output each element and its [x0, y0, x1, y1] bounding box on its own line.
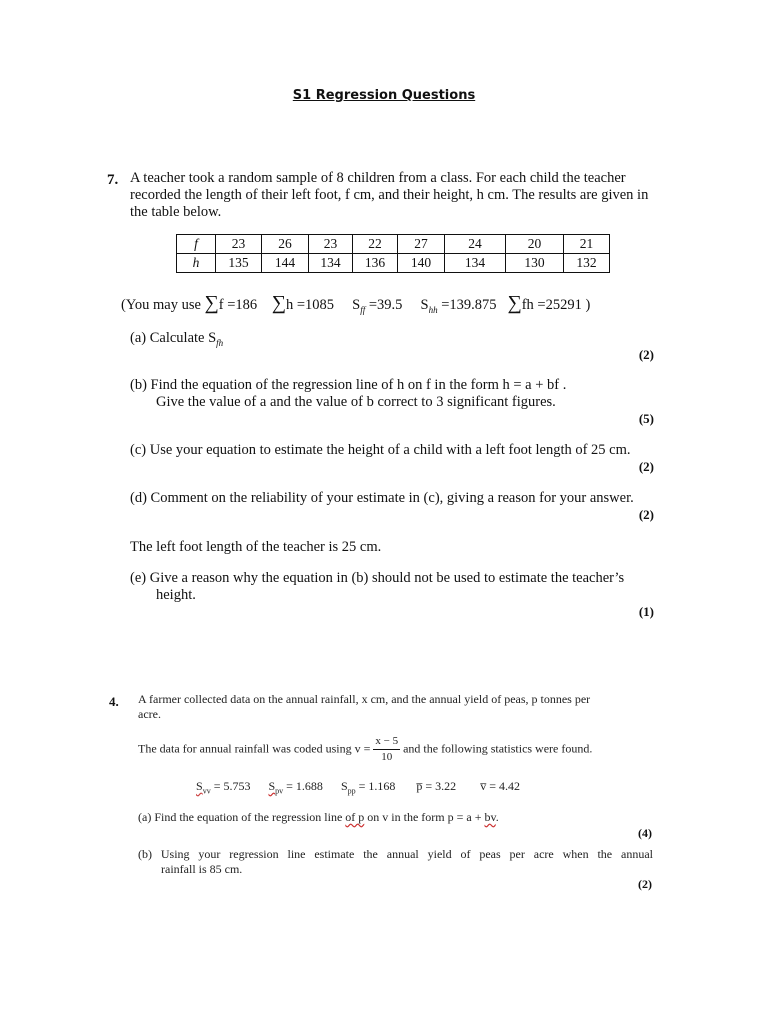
fraction-numerator: x − 5 — [373, 734, 400, 750]
q4-part-b-line: (b) Using your regression line estimate the annual yield of peas per acre when the annual — [138, 847, 653, 861]
table-cell: 23 — [216, 235, 262, 254]
q4-part-b-line: rainfall is 85 cm. — [161, 862, 243, 876]
table-cell: 24 — [445, 235, 506, 254]
intro-line: the table below. — [130, 204, 222, 220]
table-row-h — [177, 254, 610, 273]
s-ff-symbol: S — [352, 297, 361, 313]
mark-e: (1) — [638, 604, 654, 619]
s-pv-symbol: S — [268, 779, 276, 793]
fraction-denominator: 10 — [381, 751, 393, 763]
q4-part-a-text: (a) Find the equation of the regression line — [138, 810, 346, 824]
table-cell: 21 — [564, 235, 610, 254]
s-hh-symbol: S — [420, 297, 429, 313]
page-title: S1 Regression Questions — [292, 88, 476, 103]
part-b-line: Give the value of a and the value of b correct to 3 significant figures. — [156, 394, 556, 410]
coding-prefix: The data for annual rainfall was coded using v = — [138, 741, 371, 756]
coding-fraction — [373, 734, 400, 765]
p-bar: p̅ = 3.22 — [416, 779, 457, 793]
part-a — [130, 330, 223, 352]
part-a-subscript: fh — [216, 337, 224, 348]
table-row-label: f — [177, 235, 216, 254]
s-pp-symbol: S — [340, 779, 348, 793]
s-vv-symbol: S — [196, 779, 203, 793]
s-vv-value: = 5.753 — [210, 779, 251, 793]
part-c: (c) Use your equation to estimate the height of a child with a left foot length of 25 cm. — [130, 442, 631, 458]
q4-part-a-bv: bv — [484, 810, 496, 824]
table-cell: 144 — [262, 254, 309, 273]
summary-statistics — [196, 779, 520, 798]
mark-b: (5) — [638, 411, 654, 426]
q4-part-a-form: on v in the form p = a + — [364, 810, 485, 824]
v-bar: v̅ = 4.42 — [480, 779, 520, 793]
q4-part-a-dot: . — [495, 810, 499, 824]
s-pp-value: = 1.168 — [355, 779, 396, 793]
q4-mark-b: (2) — [638, 877, 652, 891]
s-ff-subscript: ff — [360, 304, 366, 315]
sigma-icon: ∑ — [271, 292, 286, 314]
intro-line: acre. — [138, 707, 161, 721]
q4-mark-a: (4) — [638, 826, 652, 840]
table-cell: 23 — [309, 235, 353, 254]
part-a-text: (a) Calculate S — [130, 330, 217, 346]
mark-d: (2) — [638, 507, 654, 522]
intro-line: A farmer collected data on the annual rainfall, x cm, and the annual yield of peas, p tonnes per — [138, 692, 591, 706]
q4-part-a — [138, 810, 499, 825]
sigma-icon: ∑ — [204, 292, 219, 314]
table-cell: 140 — [398, 254, 445, 273]
table-cell: 130 — [506, 254, 564, 273]
table-cell: 134 — [309, 254, 353, 273]
table-row-label: h — [177, 254, 216, 273]
part-b-line: (b) Find the equation of the regression line of h on f in the form h = a + bf . — [130, 377, 567, 393]
part-b — [130, 377, 650, 411]
table-cell: 135 — [216, 254, 262, 273]
s-ff-value: =39.5 — [365, 297, 403, 313]
s-pp-subscript: pp — [347, 786, 356, 796]
given-summations — [121, 292, 591, 319]
sum-h: h =1085 — [285, 297, 335, 313]
table-cell: 22 — [353, 235, 398, 254]
part-e-line: (e) Give a reason why the equation in (b) should not be used to estimate the teacher’s — [130, 570, 625, 586]
question-7-intro — [130, 170, 660, 221]
coding-statement — [138, 734, 592, 765]
question-4-intro — [138, 692, 658, 722]
question-4-number: 4. — [109, 694, 119, 709]
teacher-statement: The left foot length of the teacher is 25 cm. — [130, 539, 382, 555]
coding-suffix: and the following statistics were found. — [403, 741, 593, 756]
table-row-f — [177, 235, 610, 254]
table-cell: 136 — [353, 254, 398, 273]
intro-line: A teacher took a random sample of 8 children from a class. For each child the teacher — [130, 170, 626, 186]
data-table — [176, 234, 610, 273]
table-cell: 134 — [445, 254, 506, 273]
s-vv-subscript: vv — [202, 786, 211, 796]
part-e — [130, 570, 660, 604]
mark-a: (2) — [638, 347, 654, 362]
sigma-icon: ∑ — [507, 292, 522, 314]
sum-fh: fh =25291 ) — [521, 297, 591, 313]
q4-part-b — [138, 847, 653, 877]
question-7-number: 7. — [107, 172, 119, 188]
table-cell: 20 — [506, 235, 564, 254]
s-pv-value: = 1.688 — [283, 779, 323, 793]
intro-line: recorded the length of their left foot, f cm, and their height, h cm. The results are given in — [130, 187, 649, 203]
q4-part-a-of-p: of p — [345, 810, 365, 824]
mark-c: (2) — [638, 459, 654, 474]
given-prefix: (You may use — [121, 297, 201, 313]
part-d: (d) Comment on the reliability of your estimate in (c), giving a reason for your answer. — [130, 490, 634, 506]
part-e-line: height. — [156, 587, 196, 603]
table-cell: 26 — [262, 235, 309, 254]
s-hh-subscript: hh — [428, 304, 438, 315]
s-pv-subscript: pv — [275, 786, 284, 796]
s-hh-value: =139.875 — [437, 297, 497, 313]
table-cell: 132 — [564, 254, 610, 273]
table-cell: 27 — [398, 235, 445, 254]
sum-f: f =186 — [218, 297, 258, 313]
